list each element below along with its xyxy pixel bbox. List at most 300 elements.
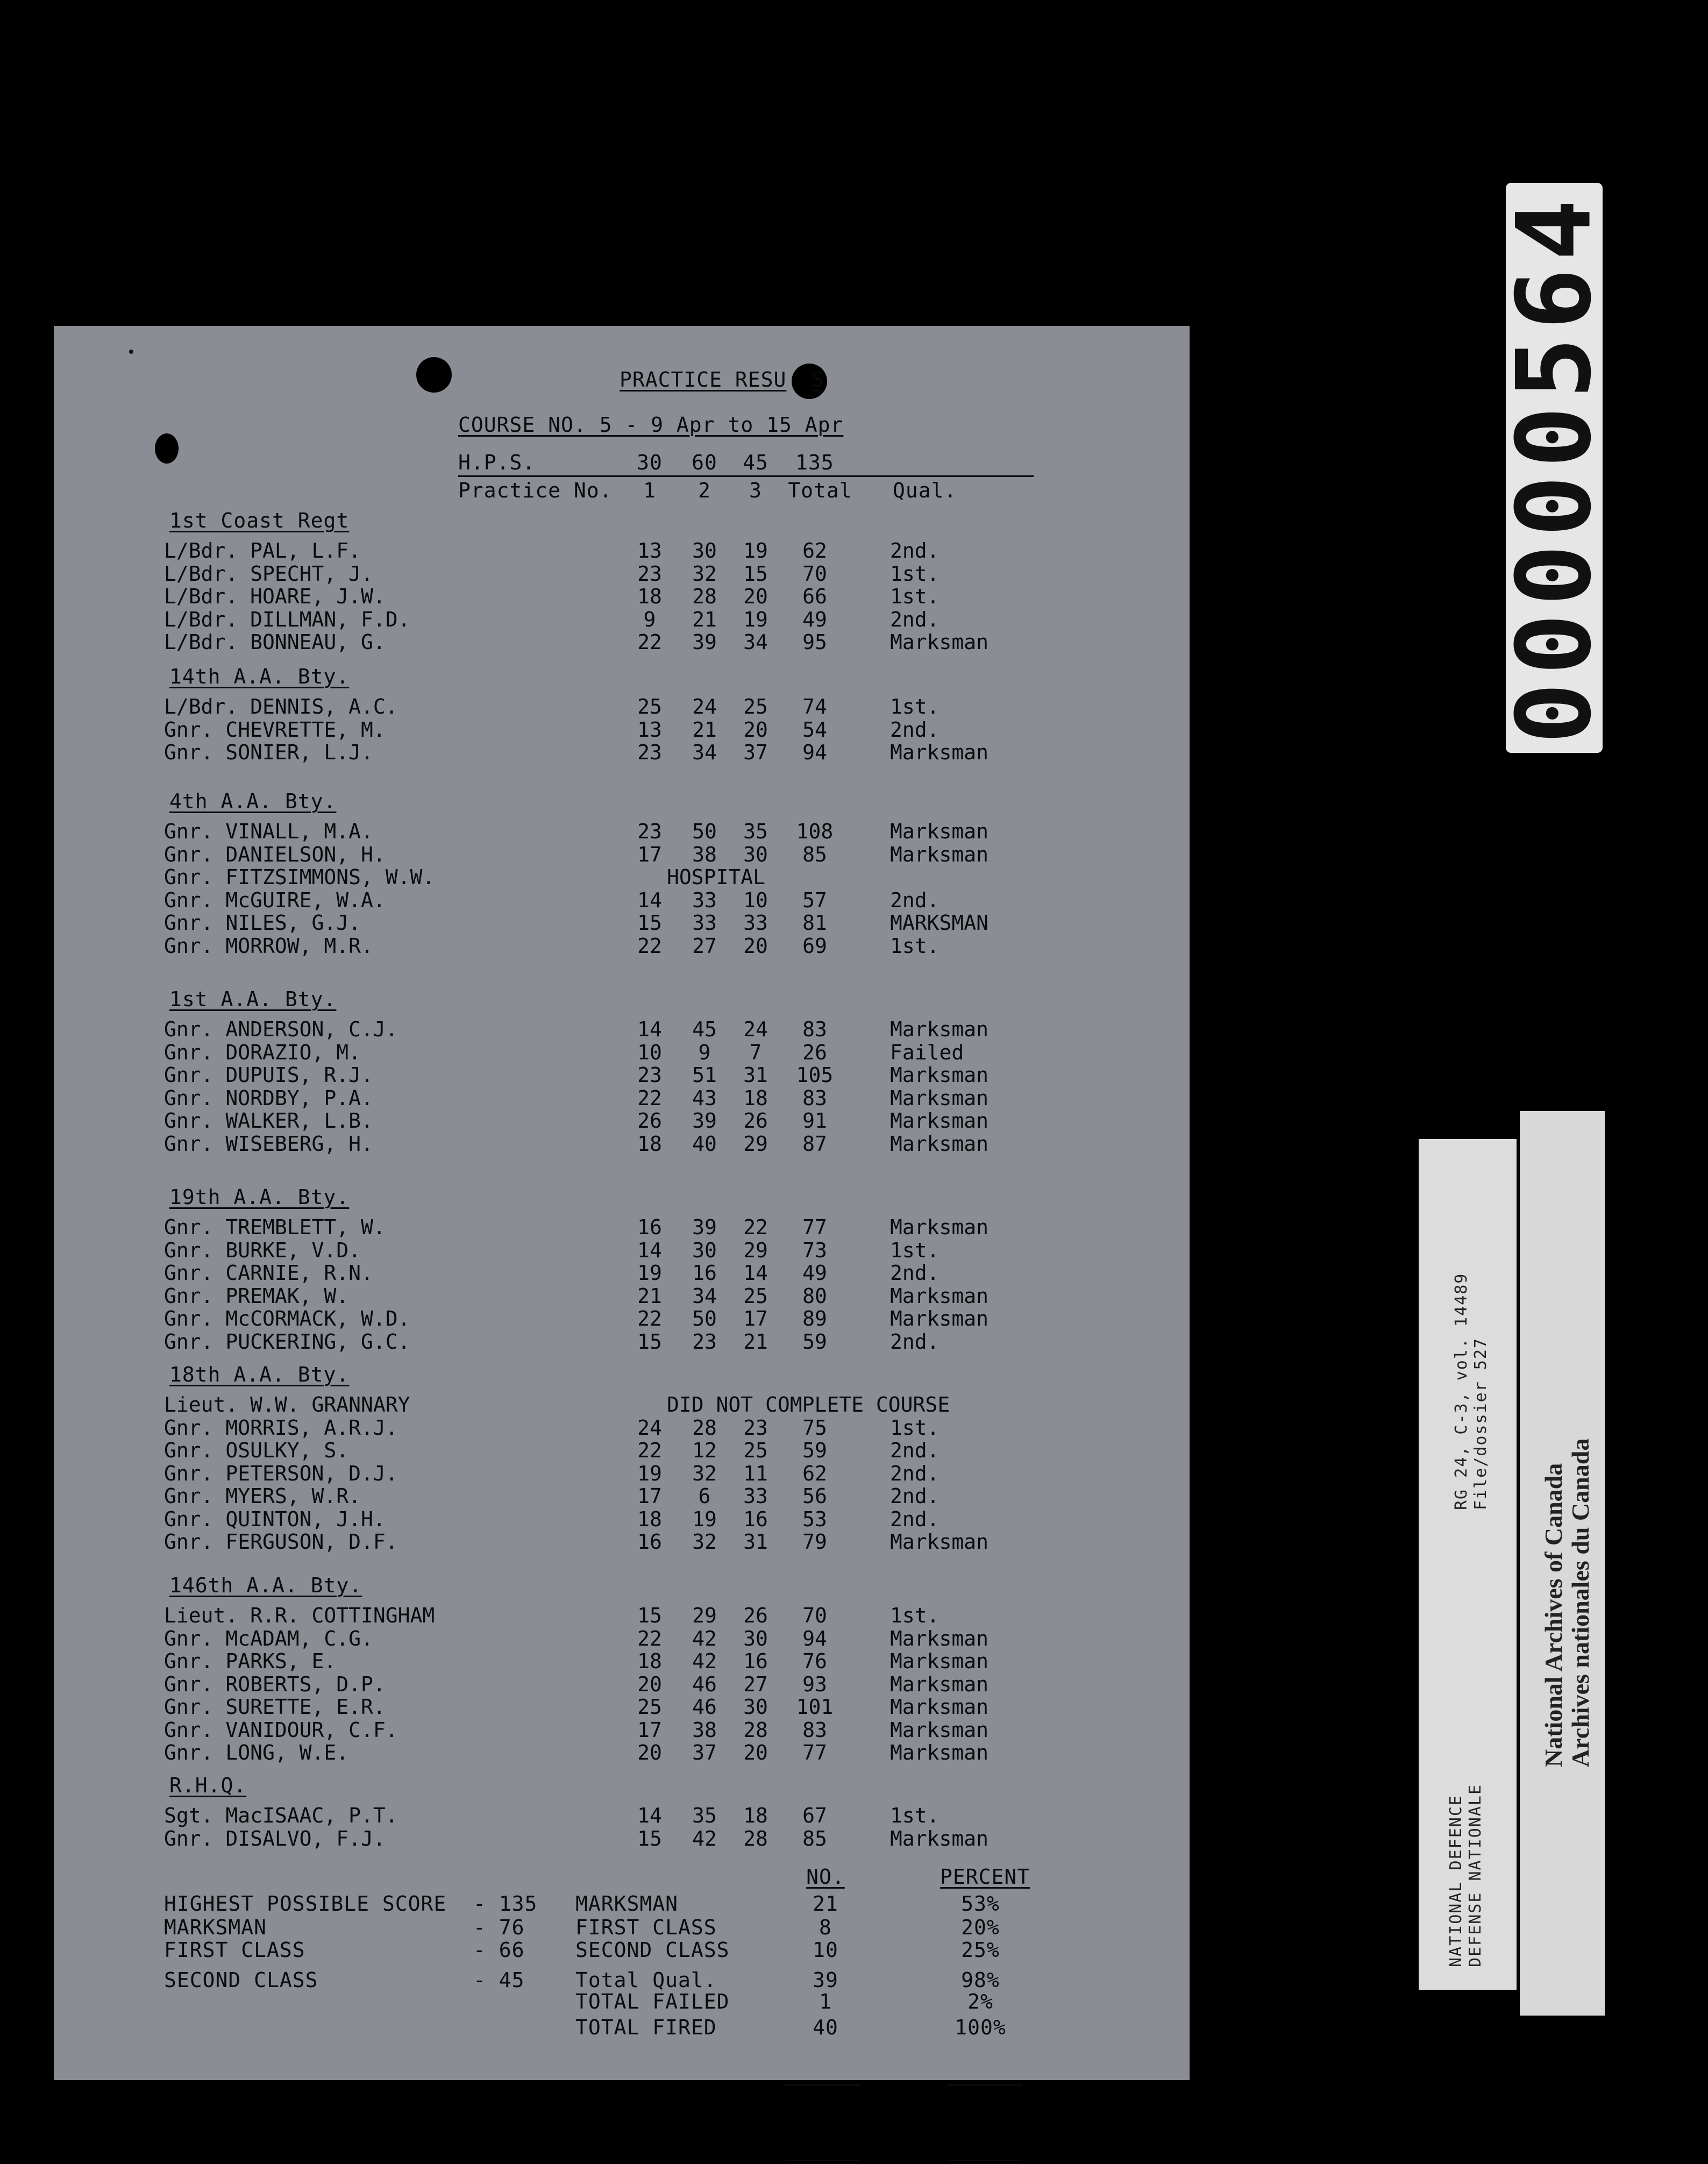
col-practice: Practice No. (458, 479, 613, 502)
person-name: Gnr. McCORMACK, W.D. (164, 1307, 410, 1330)
sum-rule (946, 2084, 1022, 2086)
summary-label: TOTAL FIRED (575, 2016, 717, 2039)
group-heading: 4th A.A. Bty. (169, 789, 337, 813)
score-practice-1: 14 (637, 1804, 662, 1827)
summary-percent: 100% (955, 2016, 1006, 2039)
score-total: 67 (802, 1804, 827, 1827)
score-practice-2: 38 (692, 1718, 717, 1742)
score-practice-3: 16 (743, 1507, 768, 1531)
person-name: Gnr. CHEVRETTE, M. (164, 717, 386, 742)
table-row (54, 1284, 1190, 1308)
score-practice-1: 17 (637, 842, 662, 866)
document-sheet (54, 326, 1190, 2080)
person-name: Gnr. DANIELSON, H. (164, 842, 386, 866)
course-line: COURSE NO. 5 - 9 Apr to 15 Apr (458, 413, 844, 437)
table-row (54, 888, 1190, 912)
score-practice-3: 33 (743, 911, 768, 935)
table-row (54, 539, 1190, 563)
person-name: Gnr. DISALVO, F.J. (164, 1826, 386, 1850)
row-note: DID NOT COMPLETE COURSE (667, 1393, 950, 1416)
person-name: Gnr. PUCKERING, G.C. (164, 1329, 410, 1354)
person-name: Gnr. BURKE, V.D. (164, 1238, 361, 1262)
score-practice-1: 23 (637, 561, 662, 586)
person-name: Gnr. McGUIRE, W.A. (164, 888, 386, 912)
standard-value: - 135 (473, 1892, 538, 1916)
score-practice-2: 30 (692, 1238, 717, 1262)
score-practice-1: 22 (637, 630, 662, 654)
person-name: Gnr. DORAZIO, M. (164, 1040, 361, 1064)
score-practice-1: 15 (637, 911, 662, 935)
score-practice-2: 34 (692, 1284, 717, 1308)
standard-value: - 76 (473, 1916, 525, 1939)
summary-label: TOTAL FAILED (575, 1990, 730, 2013)
col-total: Total (788, 479, 852, 502)
score-practice-2: 51 (692, 1063, 717, 1087)
table-row (54, 741, 1190, 764)
row-note: HOSPITAL (667, 865, 766, 889)
score-practice-1: 22 (637, 1307, 662, 1330)
score-practice-1: 25 (637, 695, 662, 718)
score-practice-1: 20 (637, 1741, 662, 1764)
table-row (54, 1507, 1190, 1531)
hps-1: 30 (637, 451, 663, 474)
score-practice-1: 15 (637, 1604, 662, 1627)
table-row (54, 1827, 1190, 1850)
table-row (54, 630, 1190, 654)
score-practice-3: 17 (743, 1307, 768, 1330)
score-practice-3: 19 (743, 539, 768, 563)
score-practice-2: 39 (692, 630, 717, 654)
table-row (54, 1695, 1190, 1719)
qualification: MARKSMAN (890, 911, 989, 935)
hps-3: 45 (743, 451, 768, 474)
score-practice-2: 50 (692, 820, 717, 843)
qualification: 1st. (890, 1238, 940, 1262)
score-practice-1: 18 (637, 1649, 662, 1673)
person-name: Gnr. QUINTON, J.H. (164, 1507, 386, 1531)
score-practice-2: 23 (692, 1329, 717, 1354)
nac-line-1: National Archives of Canada (1540, 1463, 1567, 1767)
score-practice-1: 26 (637, 1109, 662, 1133)
table-row (54, 1604, 1190, 1627)
pin-mark (129, 350, 133, 354)
score-total: 105 (796, 1063, 834, 1087)
person-name: Gnr. FITZSIMMONS, W.W. (164, 865, 435, 889)
summary-percent: 2% (967, 1990, 993, 2013)
score-practice-3: 20 (743, 1741, 768, 1764)
person-name: Gnr. CARNIE, R.N. (164, 1261, 373, 1285)
score-practice-3: 20 (743, 585, 768, 608)
score-total: 77 (802, 1741, 827, 1764)
score-practice-2: 40 (692, 1131, 717, 1156)
score-total: 81 (802, 911, 827, 935)
table-row (54, 1017, 1190, 1041)
person-name: Lieut. R.R. COTTINGHAM (164, 1604, 435, 1627)
qualification: 1st. (890, 585, 940, 608)
person-name: Gnr. MORROW, M.R. (164, 934, 373, 958)
table-row (54, 585, 1190, 608)
summary-percent-header: PERCENT (940, 1865, 1030, 1889)
qualification: 2nd. (890, 1484, 940, 1508)
score-total: 83 (802, 1086, 827, 1110)
punch-hole (155, 433, 179, 464)
person-name: Gnr. NORDBY, P.A. (164, 1086, 373, 1110)
score-practice-1: 19 (637, 1461, 662, 1485)
score-practice-1: 14 (637, 1238, 662, 1262)
person-name: Gnr. NILES, G.J. (164, 911, 361, 935)
summary-percent: 53% (961, 1892, 1000, 1916)
score-total: 94 (802, 741, 827, 764)
person-name: Gnr. PARKS, E. (164, 1649, 337, 1673)
qualification: Marksman (890, 1530, 989, 1554)
table-row (54, 1804, 1190, 1827)
table-row (54, 1330, 1190, 1354)
standard-label: SECOND CLASS (164, 1968, 318, 1992)
table-row (54, 1649, 1190, 1673)
score-practice-1: 16 (637, 1530, 662, 1554)
qualification: Failed (890, 1040, 964, 1064)
col-1: 1 (643, 479, 656, 502)
qualification: Marksman (890, 1017, 989, 1041)
qualification: 1st. (890, 934, 940, 958)
table-row (54, 1672, 1190, 1696)
national-archives-label (1520, 1111, 1605, 2016)
score-total: 89 (802, 1307, 827, 1330)
score-total: 66 (802, 585, 827, 608)
score-practice-2: 33 (692, 888, 717, 912)
person-name: L/Bdr. DENNIS, A.C. (164, 695, 398, 718)
person-name: Gnr. PETERSON, D.J. (164, 1461, 398, 1485)
summary-label: SECOND CLASS (575, 1938, 730, 1962)
score-practice-2: 42 (692, 1826, 717, 1850)
score-total: 59 (802, 1329, 827, 1354)
qualification: 1st. (890, 1804, 940, 1827)
qualification: Marksman (890, 1718, 989, 1742)
score-total: 53 (802, 1507, 827, 1531)
score-practice-2: 46 (692, 1695, 717, 1719)
score-practice-1: 14 (637, 888, 662, 912)
score-total: 85 (802, 1826, 827, 1850)
score-practice-3: 20 (743, 934, 768, 958)
score-practice-2: 34 (692, 741, 717, 764)
summary-count: 39 (813, 1968, 838, 1992)
score-practice-2: 24 (692, 695, 717, 718)
ref-line-1: RG 24, C-3, vol. 14489 (1452, 1272, 1471, 1510)
qualification: Marksman (890, 820, 989, 843)
qualification: 2nd. (890, 539, 940, 563)
score-total: 26 (802, 1040, 827, 1064)
score-practice-2: 28 (692, 1415, 717, 1440)
score-practice-1: 22 (637, 1626, 662, 1650)
score-practice-1: 13 (637, 539, 662, 563)
score-total: 80 (802, 1284, 827, 1308)
qualification: Marksman (890, 1741, 989, 1764)
summary-count: 21 (813, 1892, 838, 1916)
table-row (54, 1530, 1190, 1554)
person-name: Gnr. VANIDOUR, C.F. (164, 1718, 398, 1742)
person-name: L/Bdr. HOARE, J.W. (164, 585, 386, 608)
score-total: 83 (802, 1718, 827, 1742)
qualification: Marksman (890, 1695, 989, 1719)
score-practice-2: 37 (692, 1741, 717, 1764)
sum-rule (785, 2084, 860, 2086)
table-row (54, 1718, 1190, 1742)
score-practice-2: 33 (692, 911, 717, 935)
table-row (54, 695, 1190, 718)
score-practice-2: 29 (692, 1604, 717, 1627)
score-practice-2: 16 (692, 1261, 717, 1285)
score-total: 101 (796, 1695, 834, 1719)
qualification: 2nd. (890, 717, 940, 742)
qualification: Marksman (890, 1109, 989, 1133)
score-practice-1: 23 (637, 741, 662, 764)
summary-label: FIRST CLASS (575, 1916, 717, 1939)
table-row (54, 718, 1190, 742)
table-row (54, 843, 1190, 866)
score-practice-1: 13 (637, 717, 662, 742)
score-practice-2: 39 (692, 1109, 717, 1133)
score-practice-1: 19 (637, 1261, 662, 1285)
summary-label: MARKSMAN (575, 1892, 679, 1916)
person-name: L/Bdr. PAL, L.F. (164, 539, 361, 563)
score-practice-1: 23 (637, 820, 662, 843)
person-name: L/Bdr. BONNEAU, G. (164, 630, 386, 654)
hps-label: H.P.S. (458, 451, 536, 474)
score-practice-2: 21 (692, 607, 717, 631)
score-practice-1: 20 (637, 1672, 662, 1696)
score-practice-1: 25 (637, 1695, 662, 1719)
score-practice-2: 9 (698, 1040, 711, 1064)
person-name: Gnr. McADAM, C.G. (164, 1626, 373, 1650)
table-row (54, 1215, 1190, 1239)
score-practice-2: 6 (698, 1484, 711, 1508)
score-practice-3: 25 (743, 1439, 768, 1462)
score-practice-3: 30 (743, 842, 768, 866)
score-practice-3: 33 (743, 1484, 768, 1508)
score-practice-2: 32 (692, 1530, 717, 1554)
score-practice-1: 24 (637, 1415, 662, 1440)
score-total: 49 (802, 607, 827, 631)
score-practice-3: 26 (743, 1109, 768, 1133)
score-practice-3: 34 (743, 630, 768, 654)
qualification: 1st. (890, 561, 940, 586)
dept-line-1: NATIONAL DEFENCE (1447, 1795, 1465, 1967)
person-name: Gnr. SURETTE, E.R. (164, 1695, 386, 1719)
person-name: L/Bdr. SPECHT, J. (164, 561, 373, 586)
table-row (54, 1086, 1190, 1110)
score-total: 49 (802, 1261, 827, 1285)
table-row (54, 1741, 1190, 1764)
score-practice-1: 21 (637, 1284, 662, 1308)
archive-reference-label (1419, 1139, 1517, 1990)
score-practice-1: 22 (637, 1439, 662, 1462)
score-total: 85 (802, 842, 827, 866)
score-total: 73 (802, 1238, 827, 1262)
qualification: Marksman (890, 1307, 989, 1330)
score-practice-2: 45 (692, 1017, 717, 1041)
group-heading: 1st A.A. Bty. (169, 987, 337, 1011)
nac-line-2: Archives nationales du Canada (1567, 1438, 1594, 1767)
col-qual: Qual. (893, 479, 957, 502)
ref-line-2: File/dossier 527 (1471, 1337, 1490, 1510)
summary-label: Total Qual. (575, 1968, 717, 1992)
qualification: Marksman (890, 1086, 989, 1110)
score-total: 56 (802, 1484, 827, 1508)
score-practice-2: 30 (692, 539, 717, 563)
table-row (54, 1627, 1190, 1650)
score-practice-2: 38 (692, 842, 717, 866)
score-practice-2: 32 (692, 1461, 717, 1485)
score-practice-1: 9 (643, 607, 656, 631)
table-row (54, 1307, 1190, 1330)
score-practice-3: 31 (743, 1530, 768, 1554)
score-practice-3: 18 (743, 1804, 768, 1827)
score-practice-3: 19 (743, 607, 768, 631)
table-row (54, 1041, 1190, 1064)
person-name: Gnr. DUPUIS, R.J. (164, 1063, 373, 1087)
summary-percent: 98% (961, 1968, 1000, 1992)
score-practice-2: 12 (692, 1439, 717, 1462)
table-row (54, 1416, 1190, 1440)
score-practice-3: 22 (743, 1215, 768, 1239)
qualification: 2nd. (890, 607, 940, 631)
score-practice-3: 11 (743, 1461, 768, 1485)
score-practice-3: 20 (743, 717, 768, 742)
score-total: 74 (802, 695, 827, 718)
summary-count: 1 (819, 1990, 832, 2013)
qualification: 2nd. (890, 1461, 940, 1485)
score-practice-1: 17 (637, 1484, 662, 1508)
score-practice-3: 35 (743, 820, 768, 843)
score-practice-2: 35 (692, 1804, 717, 1827)
score-total: 70 (802, 561, 827, 586)
qualification: Marksman (890, 1626, 989, 1650)
score-total: 91 (802, 1109, 827, 1133)
standard-label: MARKSMAN (164, 1916, 267, 1939)
table-row (54, 934, 1190, 958)
table-row (54, 865, 1190, 889)
person-name: Lieut. W.W. GRANNARY (164, 1393, 410, 1416)
score-practice-3: 30 (743, 1626, 768, 1650)
table-row (54, 1132, 1190, 1156)
score-practice-3: 29 (743, 1131, 768, 1156)
score-total: 77 (802, 1215, 827, 1239)
score-total: 93 (802, 1672, 827, 1696)
score-total: 62 (802, 539, 827, 563)
score-practice-3: 15 (743, 561, 768, 586)
person-name: Gnr. ROBERTS, D.P. (164, 1672, 386, 1696)
qualification: Marksman (890, 1284, 989, 1308)
score-total: 83 (802, 1017, 827, 1041)
hps-total: 135 (795, 451, 834, 474)
sum-rule (946, 2160, 1022, 2161)
score-practice-2: 50 (692, 1307, 717, 1330)
score-practice-3: 31 (743, 1063, 768, 1087)
table-row (54, 1484, 1190, 1508)
header-rule (458, 475, 1034, 477)
qualification: 2nd. (890, 1439, 940, 1462)
score-total: 69 (802, 934, 827, 958)
group-heading: 19th A.A. Bty. (169, 1185, 350, 1209)
score-practice-3: 26 (743, 1604, 768, 1627)
standard-label: FIRST CLASS (164, 1938, 305, 1962)
standard-value: - 45 (473, 1968, 525, 1992)
standard-value: - 66 (473, 1938, 525, 1962)
qualification: 1st. (890, 695, 940, 718)
qualification: Marksman (890, 1672, 989, 1696)
punch-hole (416, 357, 452, 393)
score-total: 87 (802, 1131, 827, 1156)
score-practice-3: 37 (743, 741, 768, 764)
score-total: 59 (802, 1439, 827, 1462)
qualification: Marksman (890, 741, 989, 764)
score-practice-3: 7 (749, 1040, 762, 1064)
table-row (54, 820, 1190, 843)
score-practice-3: 28 (743, 1718, 768, 1742)
score-practice-1: 15 (637, 1329, 662, 1354)
score-practice-3: 18 (743, 1086, 768, 1110)
archive-number-stamp (1494, 183, 1614, 753)
score-practice-3: 23 (743, 1415, 768, 1440)
score-practice-2: 19 (692, 1507, 717, 1531)
score-total: 108 (796, 820, 834, 843)
person-name: L/Bdr. DILLMAN, F.D. (164, 607, 410, 631)
person-name: Gnr. LONG, W.E. (164, 1741, 349, 1764)
score-practice-3: 25 (743, 1284, 768, 1308)
table-row (54, 1238, 1190, 1262)
table-row (54, 911, 1190, 935)
hps-2: 60 (692, 451, 717, 474)
score-practice-3: 10 (743, 888, 768, 912)
summary-count: 8 (819, 1916, 832, 1939)
group-heading: 146th A.A. Bty. (169, 1574, 362, 1597)
score-practice-1: 15 (637, 1826, 662, 1850)
person-name: Gnr. TREMBLETT, W. (164, 1215, 386, 1239)
qualification: 2nd. (890, 1329, 940, 1354)
score-practice-1: 14 (637, 1017, 662, 1041)
score-practice-1: 18 (637, 1131, 662, 1156)
score-practice-1: 17 (637, 1718, 662, 1742)
score-practice-1: 22 (637, 934, 662, 958)
qualification: Marksman (890, 630, 989, 654)
score-practice-2: 42 (692, 1626, 717, 1650)
group-heading: 14th A.A. Bty. (169, 665, 350, 688)
summary-count: 40 (813, 2016, 838, 2039)
score-total: 54 (802, 717, 827, 742)
stamp-number: 00000564 (1494, 191, 1614, 744)
person-name: Gnr. OSULKY, S. (164, 1439, 349, 1462)
score-practice-2: 32 (692, 561, 717, 586)
qualification: Marksman (890, 842, 989, 866)
summary-no-header: NO. (806, 1865, 845, 1889)
standard-label: HIGHEST POSSIBLE SCORE (164, 1892, 447, 1916)
qualification: Marksman (890, 1215, 989, 1239)
score-practice-3: 24 (743, 1017, 768, 1041)
score-total: 62 (802, 1461, 827, 1485)
score-practice-1: 18 (637, 585, 662, 608)
score-practice-1: 10 (637, 1040, 662, 1064)
score-practice-3: 14 (743, 1261, 768, 1285)
score-total: 94 (802, 1626, 827, 1650)
summary-percent: 25% (961, 1938, 1000, 1962)
score-practice-2: 43 (692, 1086, 717, 1110)
qualification: 1st. (890, 1415, 940, 1440)
qualification: Marksman (890, 1063, 989, 1087)
score-practice-3: 30 (743, 1695, 768, 1719)
person-name: Gnr. VINALL, M.A. (164, 820, 373, 843)
person-name: Gnr. ANDERSON, C.J. (164, 1017, 398, 1041)
score-practice-1: 22 (637, 1086, 662, 1110)
